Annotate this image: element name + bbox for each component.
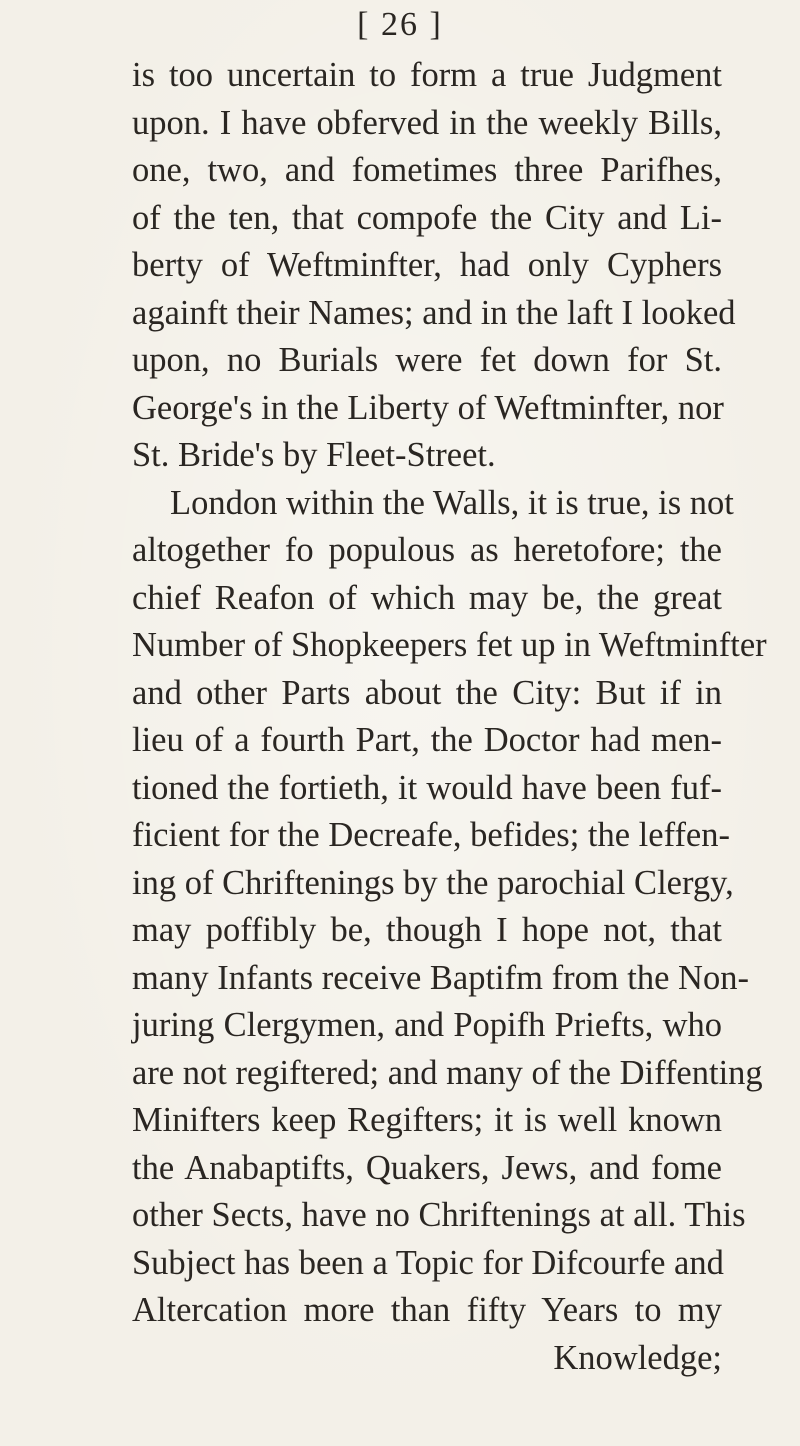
- text-line: againft their Names; and in the laft I looked: [132, 293, 736, 332]
- text-line: upon. I have obferved in the weekly Bills,: [132, 103, 722, 142]
- text-line: Altercation more than fifty Years to my: [132, 1291, 722, 1329]
- text-line: juring Clergymen, and Popifh Priefts, who: [132, 1006, 722, 1044]
- text-line: many Infants receive Baptifm from the Non-: [132, 958, 749, 997]
- text-line: upon, no Burials were fet down for St.: [132, 341, 722, 379]
- catchword: Knowledge;: [553, 1338, 722, 1377]
- body-text: [132, 52, 767, 1382]
- text-line: chief Reafon of which may be, the great: [132, 578, 722, 617]
- text-line: altogether fo populous as heretofore; the: [132, 531, 722, 569]
- text-line: tioned the fortieth, it would have been fuf-: [132, 768, 722, 807]
- text-line: is too uncertain to form a true Judgment: [132, 56, 722, 94]
- text-line: George's in the Liberty of Weftminfter, nor: [132, 388, 724, 427]
- text-line: other Sects, have no Chriftenings at all. This: [132, 1196, 746, 1234]
- text-line: St. Bride's by Fleet-Street.: [132, 436, 496, 474]
- text-line: Subject has been a Topic for Difcourfe and: [132, 1243, 724, 1282]
- text-line: Number of Shopkeepers fet up in Weftminfter: [132, 626, 767, 664]
- text-line: of the ten, that compofe the City and Li-: [132, 198, 722, 237]
- text-line: the Anabaptifts, Quakers, Jews, and fome: [132, 1148, 722, 1187]
- text-line: lieu of a fourth Part, the Doctor had men-: [132, 721, 722, 759]
- text-line: ficient for the Decreafe, befides; the leffen-: [132, 816, 730, 854]
- text-line: berty of Weftminfter, had only Cyphers: [132, 246, 722, 284]
- text-line: one, two, and fometimes three Parifhes,: [132, 151, 722, 189]
- text-line: and other Parts about the City: But if in: [132, 673, 722, 712]
- text-line: Minifters keep Regifters; it is well known: [132, 1101, 722, 1139]
- paragraph-start-line: London within the Walls, it is true, is not: [170, 483, 734, 522]
- page-number: [ 26 ]: [357, 6, 443, 43]
- text-line: may poffibly be, though I hope not, that: [132, 911, 722, 949]
- text-line: ing of Chriftenings by the parochial Clergy,: [132, 863, 734, 902]
- text-line: are not regiftered; and many of the Diffenting: [132, 1053, 763, 1092]
